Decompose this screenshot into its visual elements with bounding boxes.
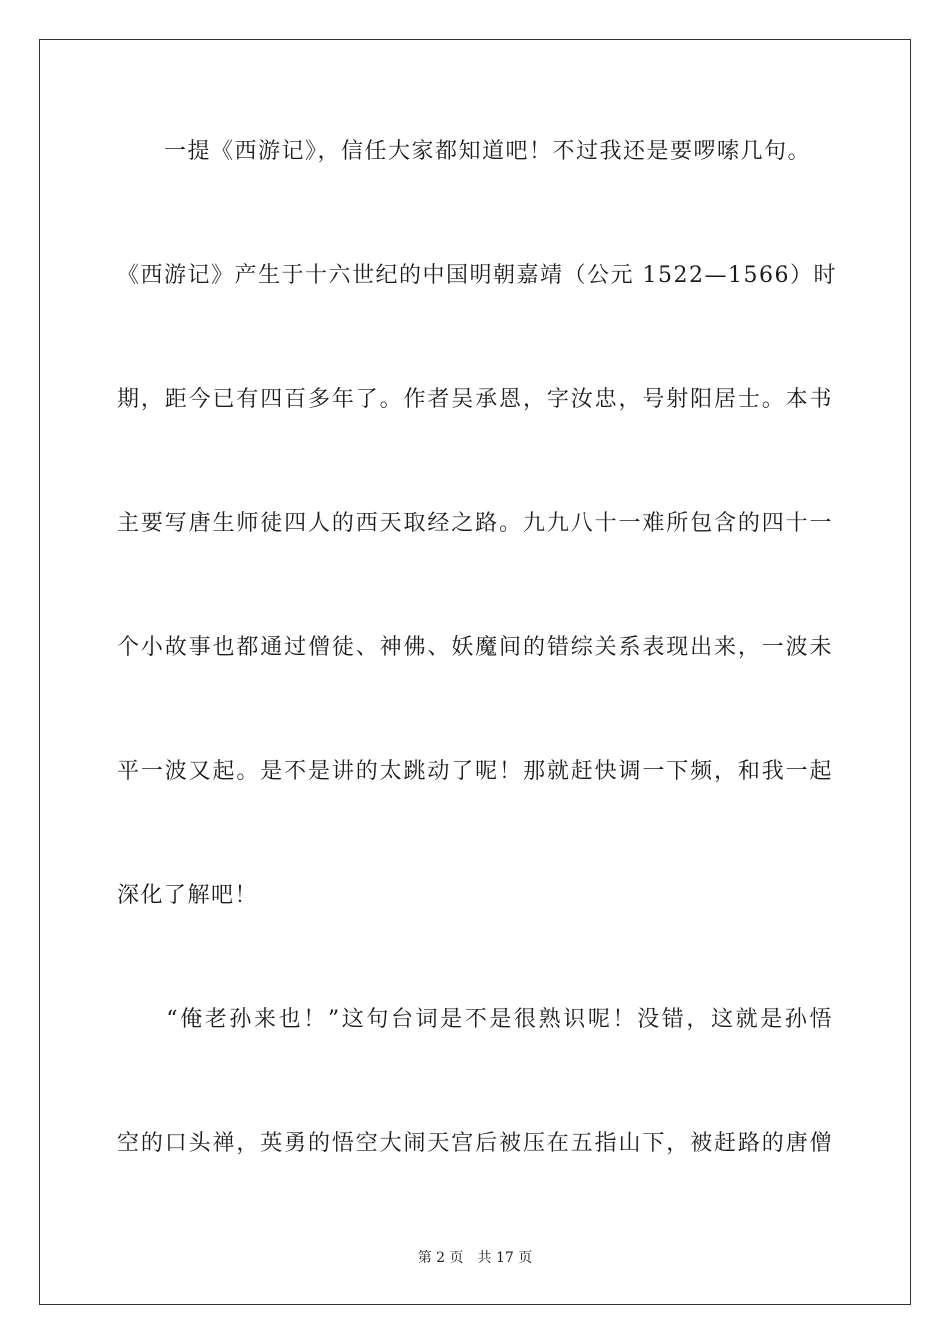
- paragraph-line: 期，距今已有四百多年了。作者吴承恩，字汝忠，号射阳居士。本书: [117, 387, 833, 412]
- page-total: 共 17 页: [477, 1250, 533, 1266]
- paragraph-line: 空的口头禅，英勇的悟空大闹天宫后被压在五指山下，被赶路的唐僧: [117, 1131, 833, 1156]
- paragraph-line: 一提《西游记》，信任大家都知道吧！不过我还是要啰嗦几句。: [117, 139, 812, 164]
- paragraph-line: 平一波又起。是不是讲的太跳动了呢！那就赶快调一下频，和我一起: [117, 759, 833, 784]
- page-border: [39, 39, 911, 1305]
- paragraph-line: 《西游记》产生于十六世纪的中国明朝嘉靖（公元 1522—1566）时: [117, 263, 837, 288]
- paragraph-line: 主要写唐生师徒四人的西天取经之路。九九八十一难所包含的四十一: [117, 511, 833, 536]
- page-footer: [0, 1248, 950, 1268]
- page-number: 第 2 页: [417, 1250, 464, 1266]
- paragraph-line: “俺老孙来也！”这句台词是不是很熟识呢！没错，这就是孙悟: [117, 1007, 833, 1032]
- paragraph-line: 个小故事也都通过僧徒、神佛、妖魔间的错综关系表现出来，一波未: [117, 635, 833, 660]
- paragraph-line: 深化了解吧！: [117, 883, 259, 908]
